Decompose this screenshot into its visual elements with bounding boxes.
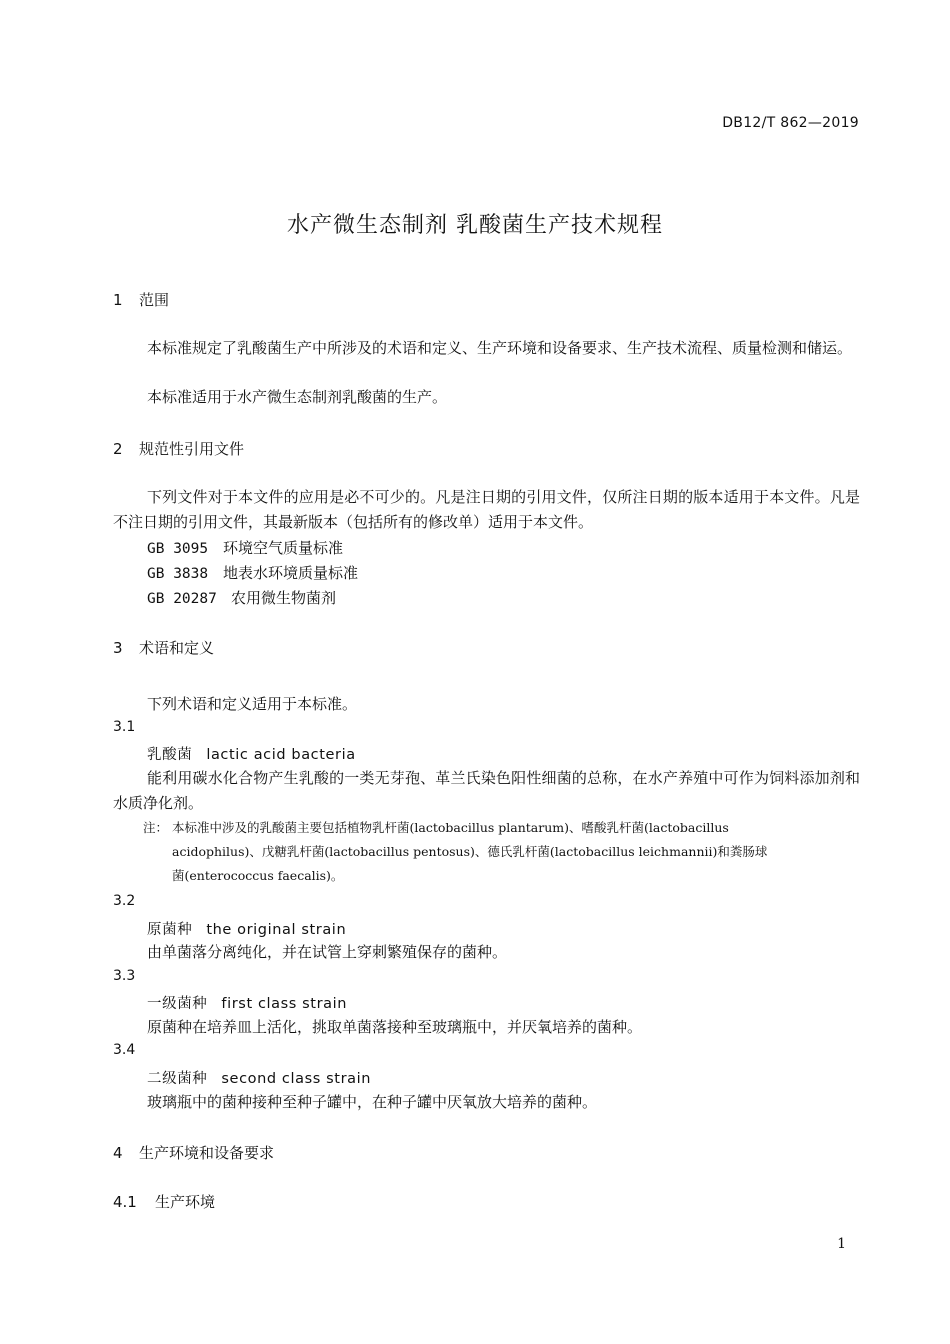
note-line: 本标准中涉及的乳酸菌主要包括植物乳杆菌(lactobacillus plantarum)、嗜酸乳杆菌(lactobacillus xyxy=(172,820,729,835)
term-definition: 原菌种在培养皿上活化，挑取单菌落接种至玻璃瓶中，并厌氧培养的菌种。 xyxy=(147,1018,643,1036)
section-4-heading xyxy=(113,1142,274,1163)
note-label: 注： xyxy=(143,820,169,835)
reference-code: GB 20287 xyxy=(147,591,217,607)
section-title: 规范性引用文件 xyxy=(139,440,245,458)
term-chinese: 原菌种 xyxy=(147,922,193,938)
term-heading xyxy=(147,918,346,939)
term-definition: 能利用碳水化合物产生乳酸的一类无芽孢、革兰氏染色阳性细菌的总称，在水产养殖中可作为饲料添加剂和水质净化剂。 xyxy=(113,769,860,812)
subsection-number: 4.1 xyxy=(113,1193,137,1211)
term-chinese: 一级菌种 xyxy=(147,996,208,1012)
reference-name: 地表水环境质量标准 xyxy=(223,564,359,582)
term-english: second class strain xyxy=(221,1071,372,1087)
document-id: DB12/T 862—2019 xyxy=(722,115,859,131)
page-number: 1 xyxy=(837,1236,846,1252)
section-number: 3 xyxy=(113,639,123,657)
reference-name: 农用微生物菌剂 xyxy=(231,589,337,607)
subsection-title: 生产环境 xyxy=(155,1193,216,1211)
note-line: 菌(enterococcus faecalis)。 xyxy=(172,868,344,883)
section-3-intro: 下列术语和定义适用于本标准。 xyxy=(147,695,358,713)
document-title: 水产微生态制剂 乳酸菌生产技术规程 xyxy=(287,213,663,238)
reference-code: GB 3095 xyxy=(147,541,209,557)
section-1-heading xyxy=(113,289,169,310)
section-number: 4 xyxy=(113,1144,123,1162)
term-heading xyxy=(147,992,347,1013)
term-definition: 由单菌落分离纯化，并在试管上穿刺繁殖保存的菌种。 xyxy=(147,943,508,961)
section-2-heading xyxy=(113,438,244,459)
clause-number: 3.4 xyxy=(113,1042,136,1058)
subsection-4-1-heading xyxy=(113,1191,215,1212)
section-title: 范围 xyxy=(139,291,170,309)
reference-code: GB 3838 xyxy=(147,566,209,582)
clause-number: 3.1 xyxy=(113,719,136,735)
note-line: acidophilus)、戊糖乳杆菌(lactobacillus pentosus)、德氏乳杆菌(lactobacillus leichmannii)和粪肠球 xyxy=(172,844,768,859)
section-title: 生产环境和设备要求 xyxy=(139,1144,275,1162)
reference-item xyxy=(147,537,343,558)
term-english: the original strain xyxy=(206,922,347,938)
section-number: 1 xyxy=(113,291,123,309)
reference-item xyxy=(147,587,336,608)
term-chinese: 乳酸菌 xyxy=(147,747,193,763)
reference-item xyxy=(147,562,358,583)
section-3-heading xyxy=(113,637,214,658)
term-english: first class strain xyxy=(221,996,348,1012)
section-1-paragraph-1: 本标准规定了乳酸菌生产中所涉及的术语和定义、生产环境和设备要求、生产技术流程、质量检测和储运。 xyxy=(147,339,853,357)
section-2-paragraph-1: 下列文件对于本文件的应用是必不可少的。凡是注日期的引用文件，仅所注日期的版本适用于本文件。凡是不注日期的引用文件，其最新版本（包括所有的修改单）适用于本文件。 xyxy=(113,488,860,531)
section-title: 术语和定义 xyxy=(139,639,215,657)
term-chinese: 二级菌种 xyxy=(147,1071,208,1087)
clause-number: 3.3 xyxy=(113,968,136,984)
term-definition: 玻璃瓶中的菌种接种至种子罐中，在种子罐中厌氧放大培养的菌种。 xyxy=(147,1093,598,1111)
term-note xyxy=(143,816,860,888)
term-heading xyxy=(147,1067,371,1088)
term-english: lactic acid bacteria xyxy=(206,747,356,763)
term-heading xyxy=(147,743,356,764)
clause-number: 3.2 xyxy=(113,893,136,909)
section-1-paragraph-2: 本标准适用于水产微生态制剂乳酸菌的生产。 xyxy=(147,388,448,406)
reference-name: 环境空气质量标准 xyxy=(223,539,344,557)
section-number: 2 xyxy=(113,440,123,458)
